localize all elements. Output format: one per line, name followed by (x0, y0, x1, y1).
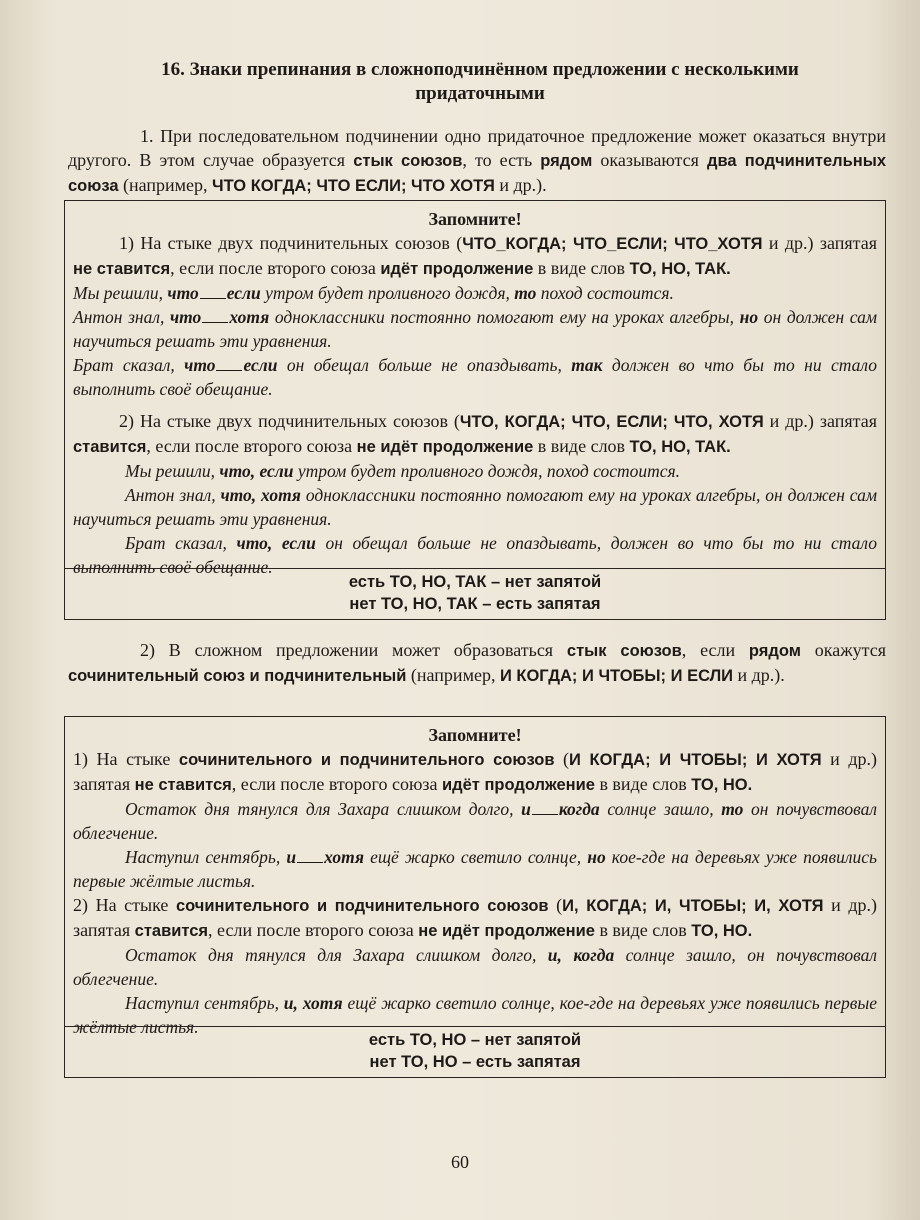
remember-box-1 (64, 200, 886, 620)
page-number: 60 (451, 1152, 469, 1172)
intro-term: стык союзов (353, 152, 463, 170)
example: Антон знал, что хотя одноклассники постоянно помогают ему на уроках алгебры, но он должен сам научиться решать эти уравнения. (73, 307, 877, 351)
box-summary (65, 1026, 885, 1077)
rule-1: 1) На стыке двух подчинительных союзов (ЧТО_КОГДА; ЧТО_ЕСЛИ; ЧТО_ХОТЯ и др.) запятая не ставится, если после второго союза идёт продолжение в виде слов ТО, НО, ТАК. (73, 233, 877, 278)
intro-text: (например, (123, 175, 208, 195)
summary-line: нет ТО, НО, ТАК – есть запятая (349, 595, 601, 613)
intro-text: 1. При последовательном подчинении одно придаточное предложение может оказаться внутри другого. В этом случае образуется (68, 126, 886, 170)
summary-line: есть ТО, НО – нет запятой (368, 1031, 582, 1049)
example: Наступил сентябрь, и хотя ещё жарко светило солнце, но кое-где на деревьях уже появились первые жёлтые листья. (73, 847, 878, 891)
intro-text: и др.). (499, 175, 547, 195)
summary-line: нет ТО, НО – есть запятая (369, 1053, 581, 1071)
box-summary (65, 568, 885, 619)
intro-paragraph (68, 124, 886, 198)
intro-examples: ЧТО КОГДА; ЧТО ЕСЛИ; ЧТО ХОТЯ (212, 177, 495, 195)
example: Остаток дня тянулся для Захара слишком долго, и, когда солнце зашло, он почувствовал облегчение. (73, 945, 877, 989)
intro-text: , то есть (462, 150, 533, 170)
example: Мы решили, что если утром будет проливного дождя, то поход состоится. (73, 283, 674, 303)
rule-2: 2) На стыке сочинительного и подчинительного союзов (И, КОГДА; И, ЧТОБЫ; И, ХОТЯ и др.) запятая ставится, если после второго союза не идёт продолжение в виде слов ТО, НО. (73, 895, 877, 940)
box-heading: Запомните! (428, 209, 522, 229)
example: Остаток дня тянулся для Захара слишком долго, и когда солнце зашло, то он почувствовал облегчение. (73, 799, 878, 843)
summary-line: есть ТО, НО, ТАК – нет запятой (348, 573, 602, 591)
intro-term: рядом (540, 152, 593, 170)
example: Антон знал, что, хотя одноклассники постоянно помогают ему на уроках алгебры, он должен сам научиться решать эти уравнения. (73, 485, 877, 529)
intro-term: два подчинительных союза (68, 152, 887, 195)
box-heading: Запомните! (428, 725, 522, 745)
rule-2: 2) На стыке двух подчинительных союзов (ЧТО, КОГДА; ЧТО, ЕСЛИ; ЧТО, ХОТЯ и др.) запятая ставится, если после второго союза не идёт продолжение в виде слов ТО, НО, ТАК. (73, 411, 877, 456)
example: Наступил сентябрь, и, хотя ещё жарко светило солнце, кое-где на деревьях уже появились первые жёлтые листья. (73, 993, 878, 1037)
example: Брат сказал, что если он обещал больше не опаздывать, так должен во что бы то ни стало выполнить своё обещание. (73, 355, 877, 399)
remember-box-2 (64, 716, 886, 1078)
example: Мы решили, что, если утром будет проливного дождя, поход состоится. (125, 461, 681, 481)
section-title: 16. Знаки препинания в сложноподчинённом предложении с несколькими придаточными (161, 59, 799, 104)
paragraph-2: 2) В сложном предложении может образоваться стык союзов, если рядом окажутся сочинительный союз и подчинительный (например, И КОГДА; И ЧТОБЫ; И ЕСЛИ и др.). (68, 640, 887, 685)
rule-1: 1) На стыке сочинительного и подчинительного союзов (И КОГДА; И ЧТОБЫ; И ХОТЯ и др.) запятая не ставится, если после второго союза идёт продолжение в виде слов ТО, НО. (73, 749, 878, 794)
example: Брат сказал, что, если он обещал больше не опаздывать, должен во что бы то ни стало выполнить своё обещание. (73, 533, 878, 577)
intro-text: оказываются (600, 150, 699, 170)
